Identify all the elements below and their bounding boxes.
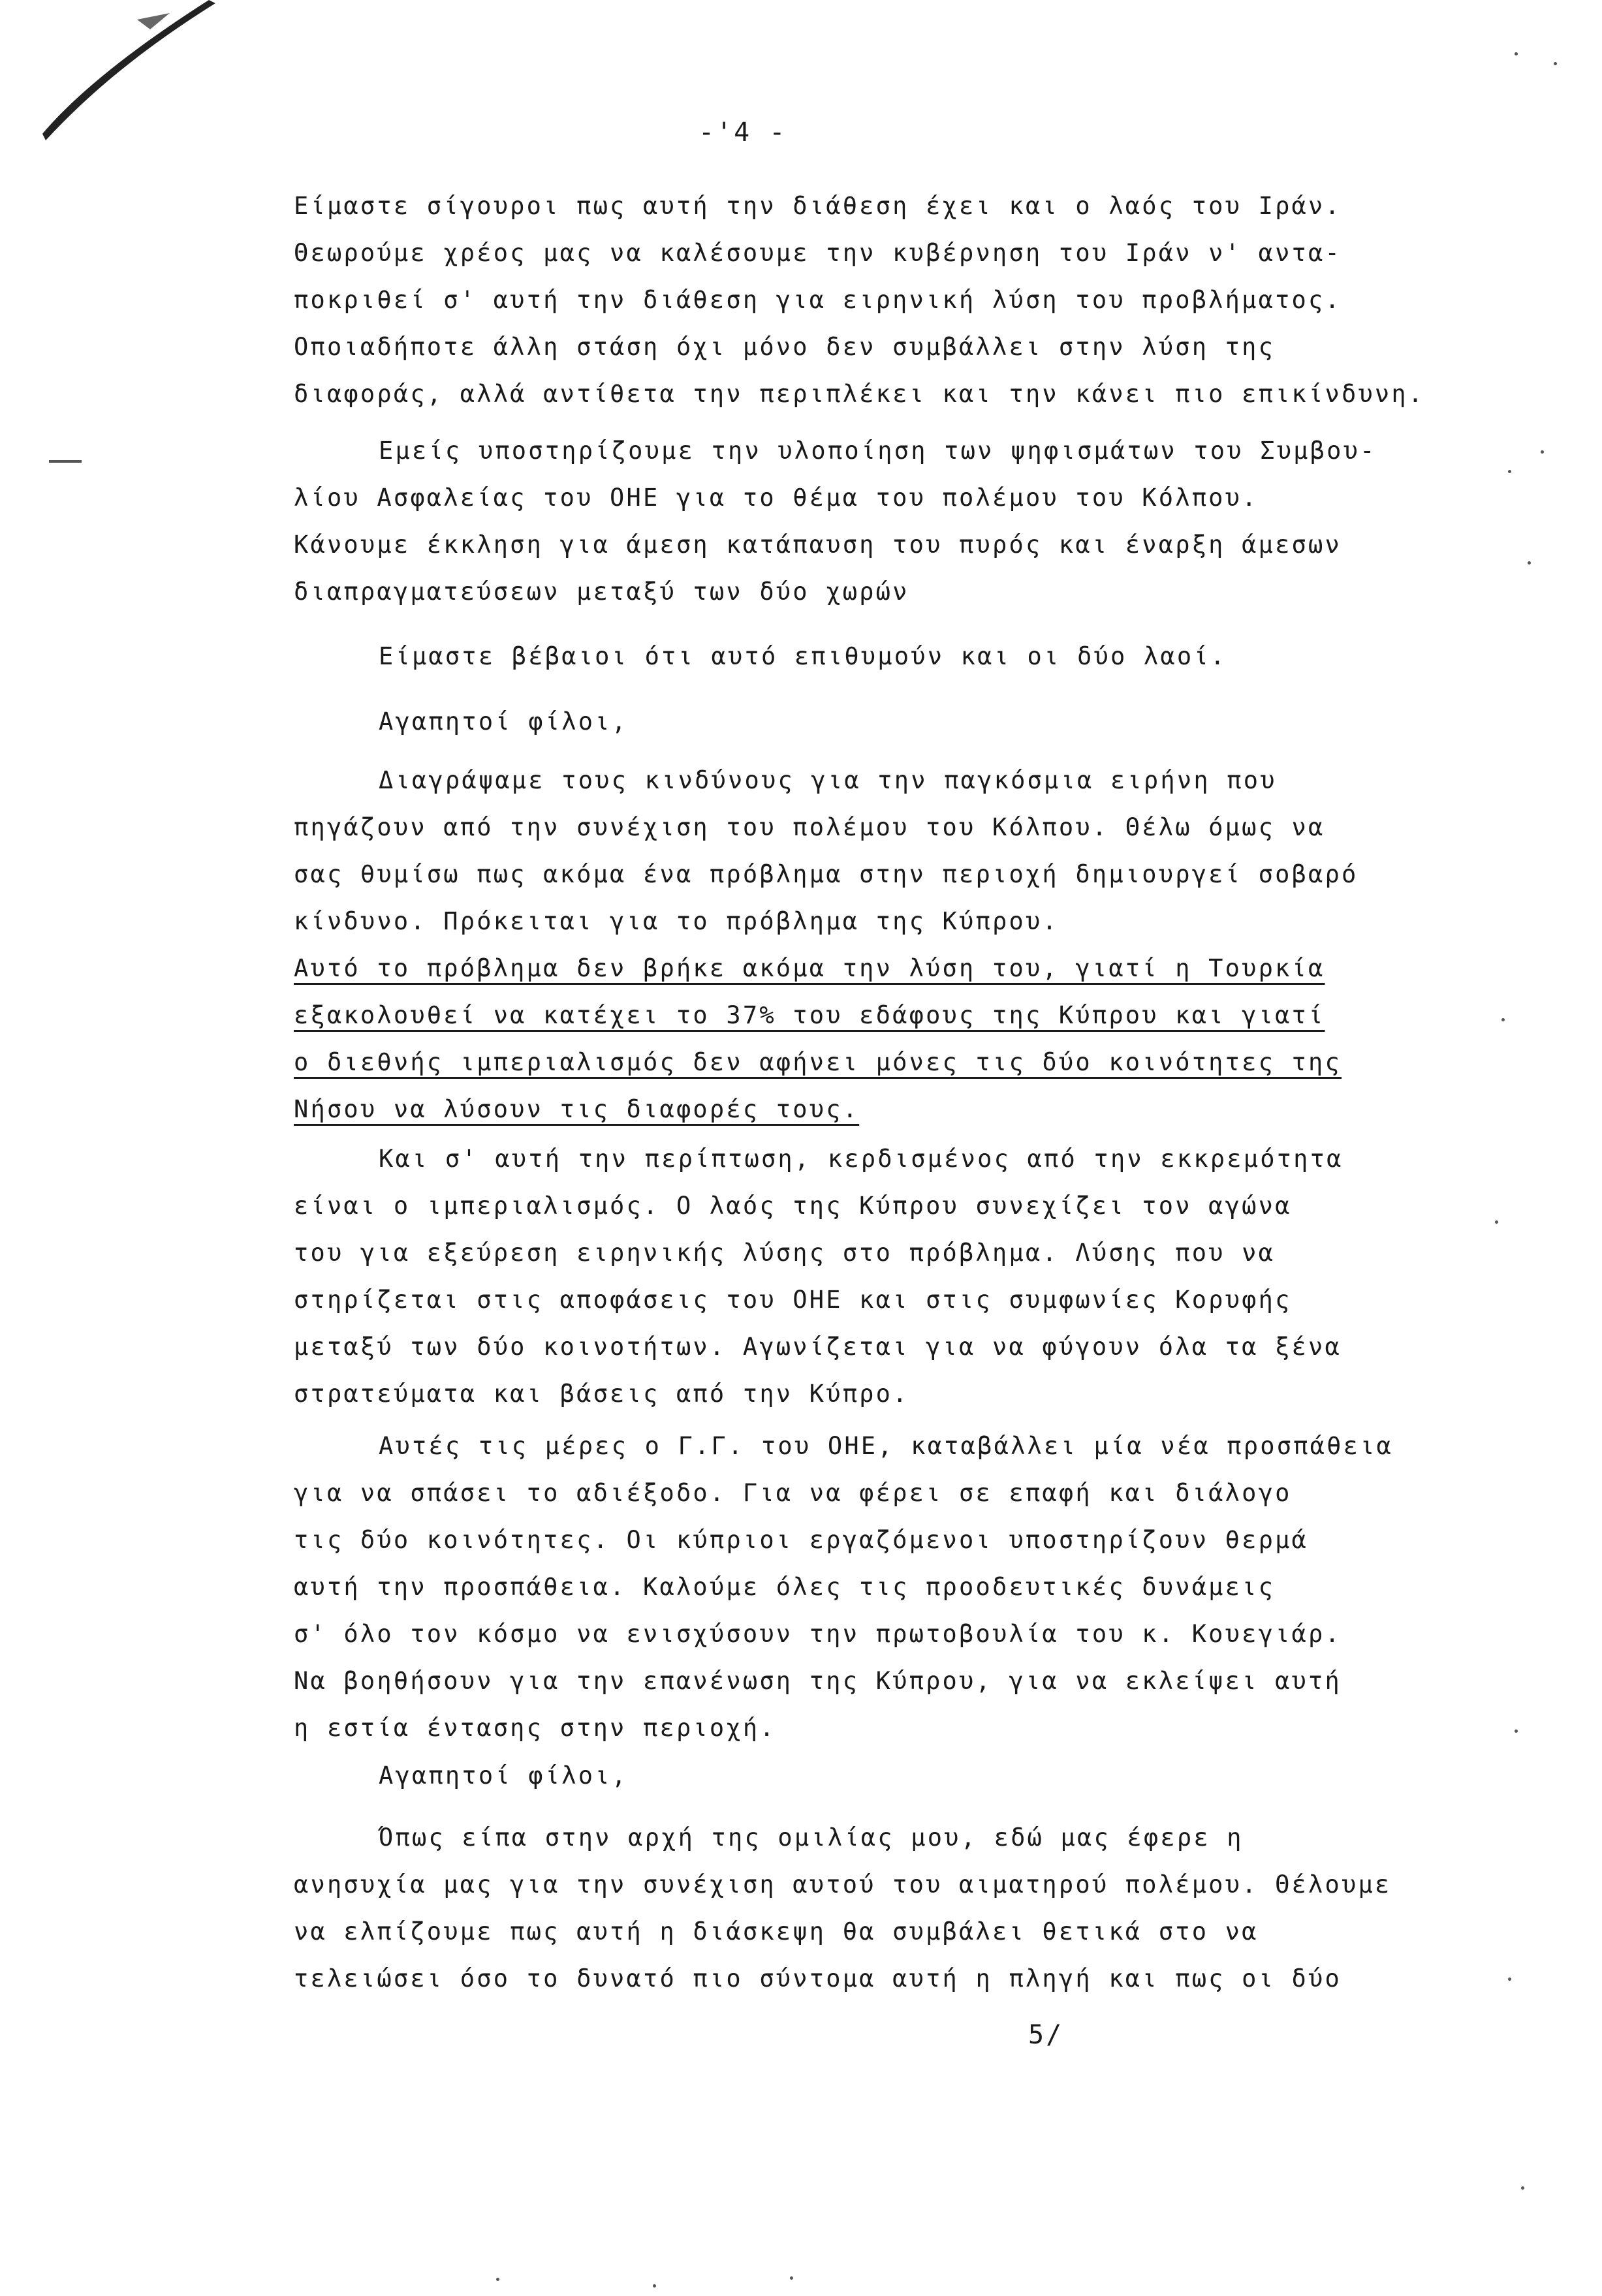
salutation-2 xyxy=(294,1752,1501,1799)
text-line: Να βοηθήσουν για την επανένωση της Κύπρου, για να εκλείψει αυτή xyxy=(294,1667,1342,1695)
underlined-passage xyxy=(294,945,1501,1133)
text-line: στηρίζεται στις αποφάσεις του ΟΗΕ και στις συμφωνίες Κορυφής xyxy=(294,1286,1292,1314)
text-line: κίνδυνο. Πρόκειται για το πρόβλημα της Κύπρου. xyxy=(294,907,1059,935)
text-line: Αυτές τις μέρες ο Γ.Γ. του ΟΗΕ, καταβάλλει μία νέα προσπάθεια xyxy=(379,1432,1394,1460)
text-line: να ελπίζουμε πως αυτή η διάσκεψη θα συμβάλει θετικά στο να xyxy=(294,1917,1259,1946)
text-line: του για εξεύρεση ειρηνικής λύσης στο πρόβλημα. Λύσης που να xyxy=(294,1239,1276,1267)
text-line: Και σ' αυτή την περίπτωση, κερδισμένος από την εκκρεμότητα xyxy=(379,1145,1343,1173)
paragraph-3 xyxy=(294,633,1501,680)
text-line: ανησυχία μας για την συνέχιση αυτού του αιματηρού πολέμου. Θέλουμε xyxy=(294,1870,1392,1899)
text-line: πηγάζουν από την συνέχιση του πολέμου του Κόλπου. Θέλω όμως να xyxy=(294,813,1325,841)
salutation-text: Αγαπητοί φίλοι, xyxy=(379,1761,629,1790)
underlined-line: ο διεθνής ιμπεριαλισμός δεν αφήνει μόνες τις δύο κοινότητες της xyxy=(294,1048,1342,1076)
text-line: λίου Ασφαλείας του ΟΗΕ για το θέμα του πολέμου του Κόλπου. xyxy=(294,484,1259,512)
text-line: τις δύο κοινότητες. Οι κύπριοι εργαζόμενοι υποστηρίζουν θερμά xyxy=(294,1526,1309,1554)
text-line: σ' όλο τον κόσμο να ενισχύσουν την πρωτοβουλία του κ. Κουεγιάρ. xyxy=(294,1620,1342,1648)
salutation-1 xyxy=(294,698,1501,745)
text-line: Διαγράψαμε τους κινδύνους για την παγκόσμια ειρήνη που xyxy=(379,766,1277,794)
text-line: διαφοράς, αλλά αντίθετα την περιπλέκει και την κάνει πιο επικίνδυνη. xyxy=(294,380,1425,408)
text-line: διαπραγματεύσεων μεταξύ των δύο χωρών xyxy=(294,578,909,606)
text-line: για να σπάσει το αδιέξοδο. Για να φέρει σε επαφή και διάλογο xyxy=(294,1479,1292,1507)
underlined-line: Αυτό το πρόβλημα δεν βρήκε ακόμα την λύση του, γιατί η Τουρκία xyxy=(294,954,1325,982)
continuation-marker: 5/ xyxy=(1028,2020,1064,2050)
text-line: τελειώσει όσο το δυνατό πιο σύντομα αυτή η πληγή και πως οι δύο xyxy=(294,1964,1342,1993)
text-line: στρατεύματα και βάσεις από την Κύπρο. xyxy=(294,1380,909,1408)
text-line: Κάνουμε έκκληση για άμεση κατάπαυση του πυρός και έναρξη άμεσων xyxy=(294,531,1342,559)
page-number: -'4 - xyxy=(699,117,787,147)
underlined-line: Νήσου να λύσουν τις διαφορές τους. xyxy=(294,1095,860,1123)
text-line: Είμαστε βέβαιοι ότι αυτό επιθυμούν και οι δύο λαοί. xyxy=(379,642,1227,670)
salutation-text: Αγαπητοί φίλοι, xyxy=(379,707,629,736)
text-line: αυτή την προσπάθεια. Καλούμε όλες τις προοδευτικές δυνάμεις xyxy=(294,1573,1276,1601)
text-line: σας θυμίσω πως ακόμα ένα πρόβλημα στην περιοχή δημιουργεί σοβαρό xyxy=(294,860,1359,888)
text-line: Οποιαδήποτε άλλη στάση όχι μόνο δεν συμβάλλει στην λύση της xyxy=(294,333,1276,361)
text-line: Είμαστε σίγουροι πως αυτή την διάθεση έχει και ο λαός του Ιράν. xyxy=(294,192,1342,220)
paragraph-9 xyxy=(294,1814,1501,2002)
paragraph-5 xyxy=(294,757,1501,945)
text-line: είναι ο ιμπεριαλισμός. Ο λαός της Κύπρου συνεχίζει τον αγώνα xyxy=(294,1192,1292,1220)
text-line: Θεωρούμε χρέος μας να καλέσουμε την κυβέρνηση του Ιράν ν' αντα- xyxy=(294,239,1342,267)
paragraph-6 xyxy=(294,1136,1501,1418)
underlined-line: εξακολουθεί να κατέχει το 37% του εδάφους της Κύπρου και γιατί xyxy=(294,1001,1325,1029)
paragraph-2 xyxy=(294,427,1501,615)
paragraph-7 xyxy=(294,1423,1501,1752)
text-line: ποκριθεί σ' αυτή την διάθεση για ειρηνική λύση του προβλήματος. xyxy=(294,286,1342,314)
text-line: η εστία έντασης στην περιοχή. xyxy=(294,1714,776,1742)
paragraph-1 xyxy=(294,183,1501,418)
text-line: Εμείς υποστηρίζουμε την υλοποίηση των ψηφισμάτων του Συμβου- xyxy=(379,437,1377,465)
text-line: Όπως είπα στην αρχή της ομιλίας μου, εδώ μας έφερε η xyxy=(379,1823,1244,1852)
text-line: μεταξύ των δύο κοινοτήτων. Αγωνίζεται για να φύγουν όλα τα ξένα xyxy=(294,1333,1342,1361)
scan-corner-smudge xyxy=(39,0,222,150)
